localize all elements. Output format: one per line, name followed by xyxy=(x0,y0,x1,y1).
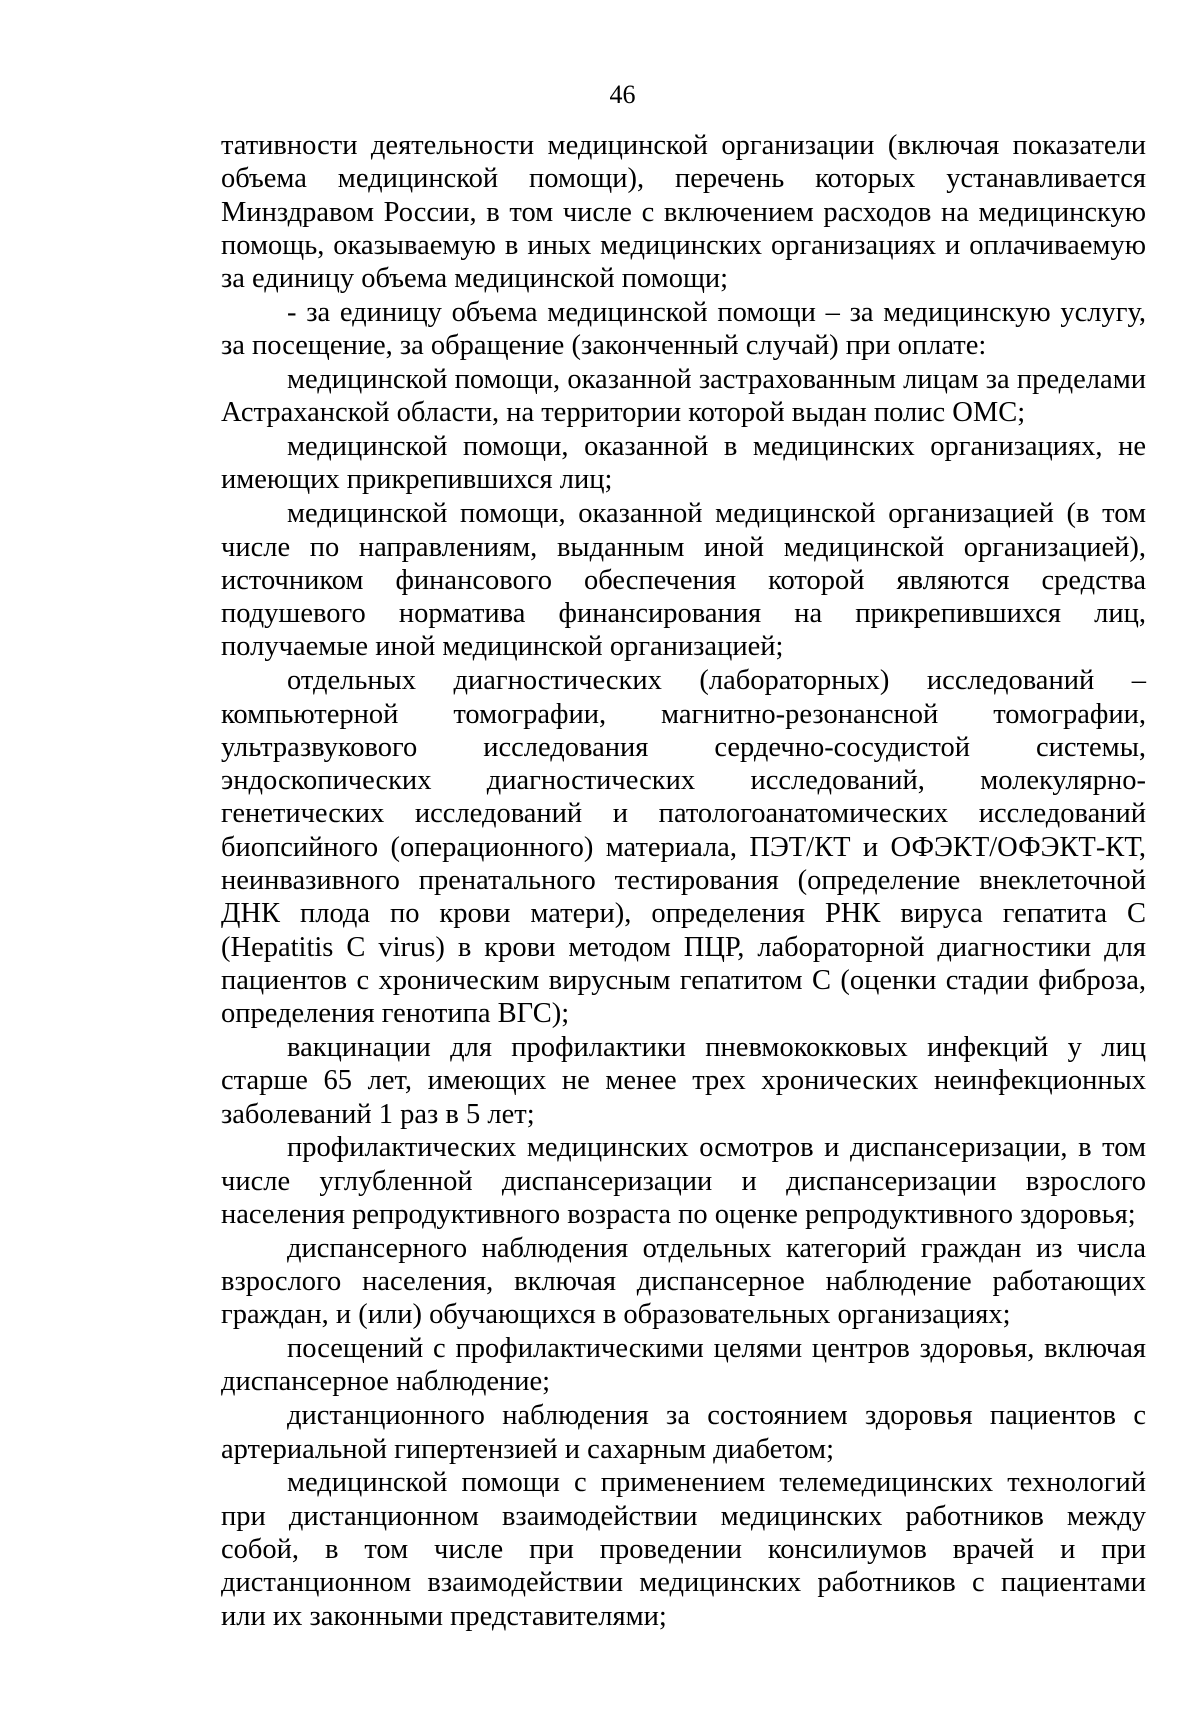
paragraph-unit-of-volume: - за единицу объема медицинской помощи – за медицинскую услугу, за посещение, за обращение (законченный случай) при оплате: xyxy=(221,296,1146,362)
paragraph-no-attached-persons: медицинской помощи, оказанной в медицинских организациях, не имеющих прикрепившихся лиц; xyxy=(221,431,1146,496)
paragraph-outside-region: медицинской помощи, оказанной застрахованным лицам за пределами Астраханской области, на территории которой выдан полис ОМС; xyxy=(221,364,1146,429)
paragraph-dispensary-observation: диспансерного наблюдения отдельных категорий граждан из числа взрослого населения, включая диспансерное наблюдение работающих граждан, и (или) обучающихся в образовательных организациях; xyxy=(221,1232,1146,1331)
paragraph-remote-monitoring: дистанционного наблюдения за состоянием здоровья пациентов с артериальной гипертензией и сахарным диабетом; xyxy=(221,1400,1146,1465)
paragraph-telemedicine: медицинской помощи с применением телемедицинских технологий при дистанционном взаимодействии медицинских работников между собой, в том числе при проведении консилиумов врачей и при дистанционном взаимодействии медицинских работников с пациентами или их законными представителями; xyxy=(221,1467,1146,1632)
paragraph-health-centers: посещений с профилактическими целями центров здоровья, включая диспансерное наблюдение; xyxy=(221,1333,1146,1398)
paragraph-vaccination: вакцинации для профилактики пневмококковых инфекций у лиц старше 65 лет, имеющих не менее трех хронических неинфекционных заболеваний 1 раз в 5 лет; xyxy=(221,1032,1146,1130)
paragraph-diagnostic-studies: отдельных диагностических (лабораторных) исследований – компьютерной томографии, магнитно-резонансной томографии, ультразвукового исследования сердечно-сосудистой системы, эндоскопических диагностических исследований, молекулярно-генетических исследований и патологоанатомических исследований биопсийного (операционного) материала, ПЭТ/КТ и ОФЭКТ/ОФЭКТ-КТ, неинвазивного пренатального тестирования (определение внеклеточной ДНК плода по крови матери), определения РНК вируса гепатита С (Hepatitis С virus) в крови методом ПЦР, лабораторной диагностики для пациентов с хроническим вирусным гепатитом С (оценки стадии фиброза, определения генотипа ВГС); xyxy=(221,665,1146,1030)
paragraph-continuation: тативности деятельности медицинской организации (включая показатели объема медицинской помощи), перечень которых устанавливается Минздравом России, в том числе с включением расходов на медицинскую помощь, оказываемую в иных медицинских организациях и оплачиваемую за единицу объема медицинской помощи; xyxy=(221,130,1146,295)
paragraph-other-organization: медицинской помощи, оказанной медицинской организацией (в том числе по направлениям, выданным иной медицинской организацией), источником финансового обеспечения которой являются средства подушевого норматива финансирования на прикрепившихся лиц, получаемые иной медицинской организацией; xyxy=(221,498,1146,663)
paragraph-preventive-exams: профилактических медицинских осмотров и диспансеризации, в том числе углубленной диспансеризации и диспансеризации взрослого населения репродуктивного возраста по оценке репродуктивного здоровья; xyxy=(221,1132,1146,1230)
document-body xyxy=(221,129,1146,1633)
page-number: 46 xyxy=(609,80,636,109)
